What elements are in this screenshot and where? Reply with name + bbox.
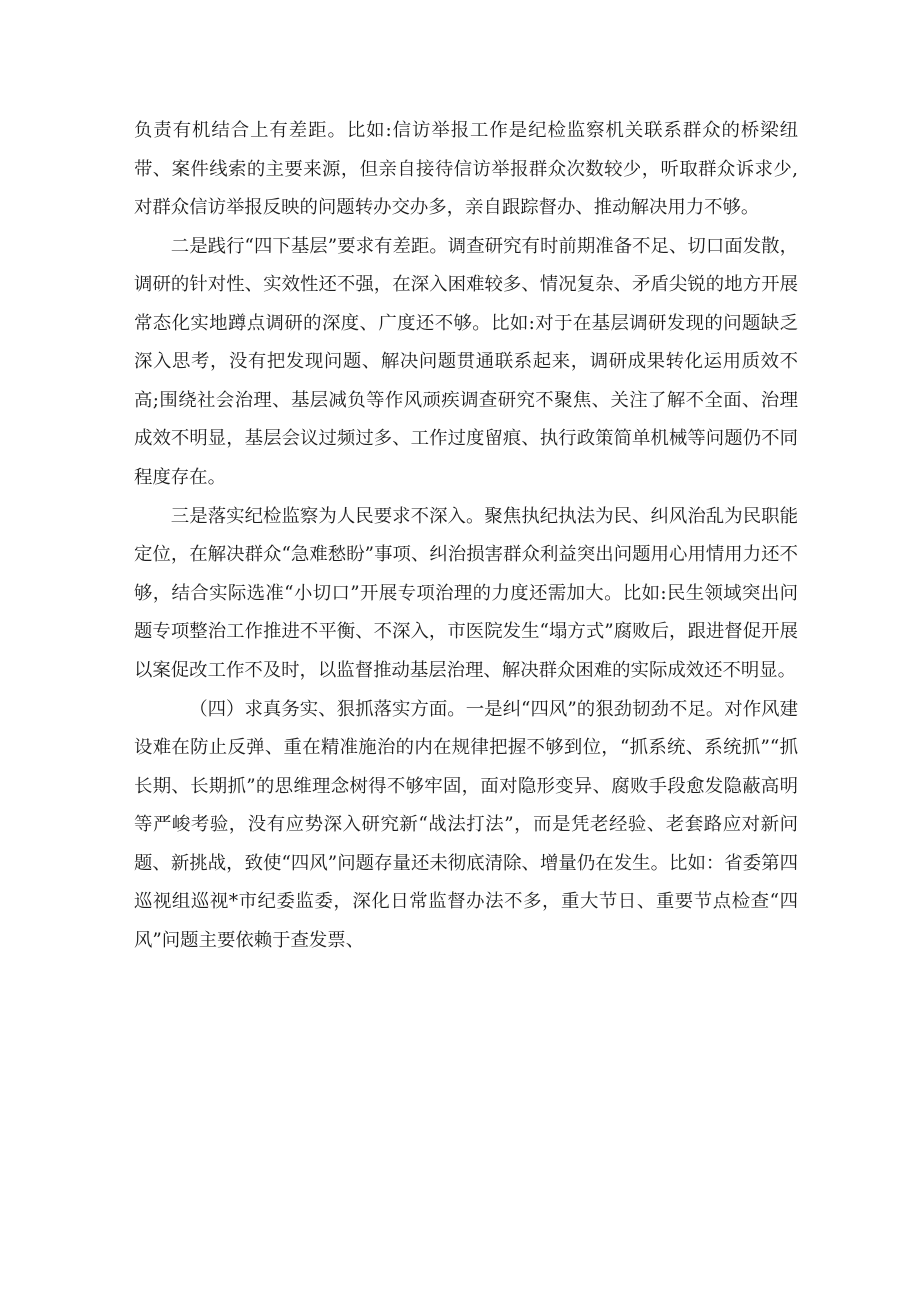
paragraph-4: （四）求真务实、狠抓落实方面。一是纠“四风”的狠劲韧劲不足。对作风建设难在防止反弹、重在精准施治的内在规律把握不够到位，“抓系统、系统抓”“抓长期、长期抓”的思维理念树得不够牢固，面对隐形变异、腐败手段愈发隐蔽高明等严峻考验，没有应势深入研究新“战法打法”，而是凭老经验、老套路应对新问题、新挑战，致使“四风”问题存量还未彻底清除、增量仍在发生。比如：省委第四巡视组巡视*市纪委监委，深化日常监督办法不多，重大节日、重要节点检查“四风”问题主要依赖于查发票、 bbox=[134, 698, 798, 951]
paragraph-3: 三是落实纪检监察为人民要求不深入。聚焦执纪执法为民、纠风治乱为民职能定位，在解决群众“急难愁盼”事项、纠治损害群众利益突出问题用心用情用力还不够，结合实际选准“小切口”开展专项治理的力度还需加大。比如:民生领域突出问题专项整治工作推进不平衡、不深入，市医院发生“塌方式”腐败后，跟进督促开展以案促改工作不及时，以监督推动基层治理、解决群众困难的实际成效还不明显。 bbox=[134, 505, 798, 681]
paragraph-1: 负责有机结合上有差距。比如:信访举报工作是纪检监察机关联系群众的桥梁纽带、案件线索的主要来源，但亲自接待信访举报群众次数较少，听取群众诉求少,对群众信访举报反映的问题转办交办多，亲自跟踪督办、推动解决用力不够。 bbox=[134, 120, 798, 218]
document-body bbox=[134, 112, 798, 961]
paragraph-2: 二是践行“四下基层”要求有差距。调查研究有时前期准备不足、切口面发散，调研的针对性、实效性还不强，在深入困难较多、情况复杂、矛盾尖锐的地方开展常态化实地蹲点调研的深度、广度还不够。比如:对于在基层调研发现的问题缺乏深入思考，没有把发现问题、解决问题贯通联系起来，调研成果转化运用质效不高;围绕社会治理、基层减负等作风顽疾调查研究不聚焦、关注了解不全面、治理成效不明显，基层会议过频过多、工作过度留痕、执行政策简单机械等问题仍不同程度存在。 bbox=[134, 235, 798, 488]
